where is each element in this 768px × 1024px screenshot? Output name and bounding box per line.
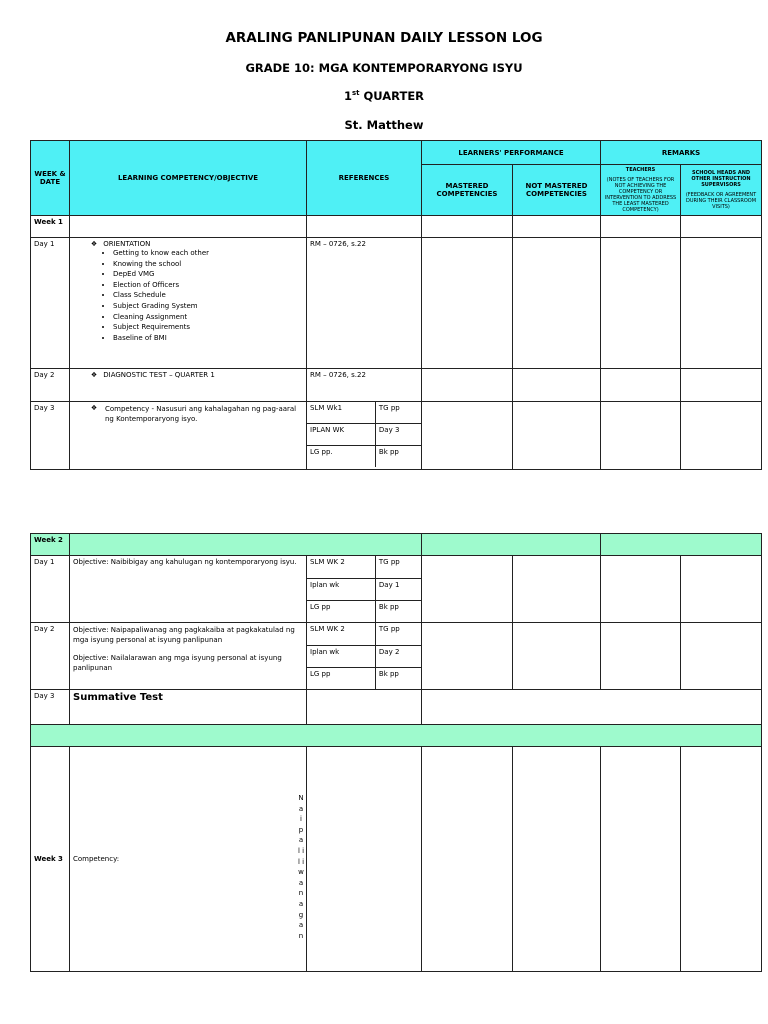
quarter-title [0,89,768,103]
orientation-cell [70,238,307,369]
vertical-text: N a i p a l i l i w a n a g a n [297,794,305,940]
list-item: • Cleaning Assignment [113,312,303,323]
ref-cell: SLM WK 2 [307,556,375,578]
col-performance: LEARNERS' PERFORMANCE [422,141,601,165]
ref-cell: TG pp [375,556,421,578]
reference-grid [307,556,421,622]
reference-grid [307,623,421,689]
day-label: Day 2 [31,369,70,402]
ref-cell: Day 1 [375,578,421,600]
day-label: Day 1 [31,556,70,623]
diamond-bullet-icon: ❖ [90,404,98,412]
diagnostic-title: DIAGNOSTIC TEST – QUARTER 1 [103,371,215,379]
quarter-number: 1 [343,89,352,103]
objective-text: Objective: Naipapaliwanag ang pagkakaiba at pagkakatulad ng mga isyung personal at isyung panlipunan [73,626,295,644]
table-row [31,725,762,747]
table-row [31,690,762,725]
quarter-word: QUARTER [363,89,425,103]
ref-cell: Iplan wk [307,645,375,667]
ref-cell: SLM WK 2 [307,623,375,645]
ref-cell: IPLAN WK [307,424,375,446]
ref-cell: Bk pp [378,448,399,456]
ref-cell: Bk pp [378,602,399,611]
diamond-bullet-icon: ❖ [90,240,98,248]
ref-cell: Iplan wk [307,578,375,600]
ref-cell: LG pp [307,600,375,622]
col-teachers [601,165,681,216]
orientation-list [73,248,303,343]
ref-cell: LG pp. [307,446,375,468]
quarter-suffix: st [351,89,360,98]
objective-text: Objective: Naibibigay ang kahulugan ng kontemporaryong isyu. [70,556,307,623]
list-item: • Class Schedule [113,290,303,301]
reference: RM – 0726, s.22 [307,238,422,369]
week-label: Week 3 [31,747,70,972]
table-row [31,402,762,470]
ref-cell: Day 2 [375,645,421,667]
summative-test-label: Summative Test [70,690,307,725]
col-not-mastered: NOT MASTERED COMPETENCIES [513,165,601,216]
list-item: • Election of Officers [113,280,303,291]
table-row [31,623,762,690]
col-remarks: REMARKS [601,141,762,165]
section-name: St. Matthew [344,118,424,132]
objective-text: Objective: Nailalarawan ang mga isyung personal at isyung panlipunan [73,654,282,672]
heads-note: (FEEDBACK OR AGREEMENT DURING THEIR CLASSROOM VISITS) [685,192,757,210]
day-label: Day 1 [31,238,70,369]
list-item: • Knowing the school [113,259,303,270]
reference-grid [307,402,421,467]
orientation-title: ORIENTATION [103,240,151,248]
table-row [31,369,762,402]
ref-cell: SLM Wk1 [307,402,375,424]
col-heads [681,165,762,216]
ref-cell: TG pp [375,402,421,424]
week-label: Week 2 [31,534,70,556]
day-label: Day 3 [31,402,70,470]
competency-label: Competency: [70,747,307,972]
competency-text: Competency - Nasusuri ang kahalagahan ng pag-aaral ng Kontemporaryong isyo. [105,405,297,423]
lesson-log-table-1 [30,140,762,470]
table-row [31,534,762,556]
ref-cell: LG pp [307,667,375,689]
list-item: • Getting to know each other [113,248,303,259]
week-label: Week 1 [31,216,70,238]
col-references: REFERENCES [307,141,422,216]
col-mastered: MASTERED COMPETENCIES [422,165,513,216]
list-item: • DepEd VMG [113,269,303,280]
teachers-label: TEACHERS [625,167,656,173]
col-competency: LEARNING COMPETENCY/OBJECTIVE [70,141,307,216]
table-row [31,556,762,623]
page-title: ARALING PANLIPUNAN DAILY LESSON LOG [225,30,543,46]
table-row [31,747,762,972]
table-row [31,216,762,238]
list-item: • Subject Requirements [113,322,303,333]
ref-cell: Bk pp [378,669,399,678]
day-label: Day 2 [31,623,70,690]
day-label: Day 3 [31,690,70,725]
grade-title: GRADE 10: MGA KONTEMPORARYONG ISYU [245,61,523,75]
diamond-bullet-icon: ❖ [90,371,98,379]
lesson-log-table-2 [30,533,762,972]
heads-label: SCHOOL HEADS AND OTHER INSTRUCTION SUPERVISORS [691,170,751,188]
teachers-note: (NOTES OF TEACHERS FOR NOT ACHIEVING THE COMPETENCY OR INTERVENTION TO ADDRESS THE LEAST MASTERED COMPETENCY) [604,177,677,213]
reference: RM – 0726, s.22 [307,369,422,402]
ref-cell: TG pp [375,623,421,645]
list-item: • Subject Grading System [113,301,303,312]
list-item: • Baseline of BMI [113,333,303,344]
col-week-date: WEEK & DATE [31,141,70,216]
table-row [31,238,762,369]
ref-cell: Day 3 [375,424,421,446]
